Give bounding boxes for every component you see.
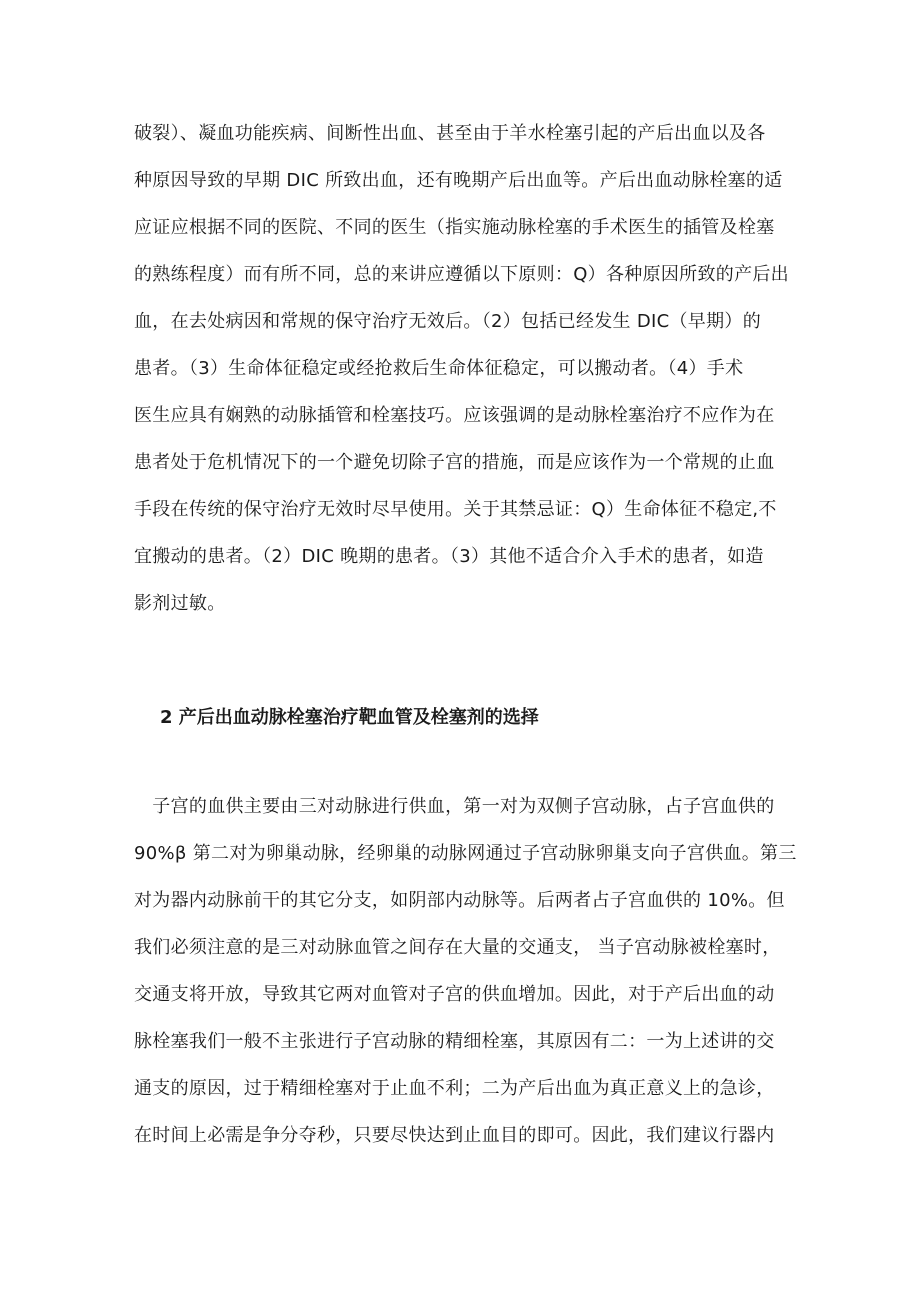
text-line: 子宫的血供主要由三对动脉进行供血，第一对为双侧子宫动脉，占子宫血供的 [134,796,775,817]
text-line: 患者。（3）生命体征稳定或经抢救后生命体征稳定，可以搬动者。（4）手术 [134,358,744,379]
text-line: 90%β 第二对为卵巢动脉，经卵巢的动脉网通过子宫动脉卵巢支向子宫供血。第三 [134,843,797,864]
paragraph-blood-supply [134,783,804,1159]
paragraph-indications [134,110,804,627]
text-line: 破裂）、凝血功能疾病、间断性出血、甚至由于羊水栓塞引起的产后出血以及各 [134,123,766,144]
text-line: 患者处于危机情况下的一个避免切除子宫的措施，而是应该作为一个常规的止血 [134,452,775,473]
text-line: 在时间上必需是争分夺秒，只要尽快达到止血目的即可。因此，我们建议行器内 [134,1125,775,1146]
text-line: 的熟练程度）而有所不同，总的来讲应遵循以下原则：Q）各种原因所致的产后出 [134,264,789,285]
text-line: 影剂过敏。 [134,593,226,614]
text-line: 应证应根据不同的医院、不同的医生（指实施动脉栓塞的手术医生的插管及栓塞 [134,217,775,238]
text-line: 对为器内动脉前干的其它分支，如阴部内动脉等。后两者占子宫血供的 10%。但 [134,890,785,911]
text-line: 我们必须注意的是三对动脉血管之间存在大量的交通支， 当子宫动脉被栓塞时， [134,937,781,958]
text-line: 交通支将开放，导致其它两对血管对子宫的供血增加。因此，对于产后出血的动 [134,984,775,1005]
text-line: 种原因导致的早期 DIC 所致出血，还有晚期产后出血等。产后出血动脉栓塞的适 [134,170,783,191]
text-line: 手段在传统的保守治疗无效时尽早使用。关于其禁忌证：Q）生命体征不稳定,不 [134,499,777,520]
text-line: 通支的原因，过于精细栓塞对于止血不利；二为产后出血为真正意义上的急诊， [134,1078,775,1099]
text-line: 脉栓塞我们一般不主张进行子宫动脉的精细栓塞，其原因有二：一为上述讲的交 [134,1031,775,1052]
text-line: 血，在去处病因和常规的保守治疗无效后。（2）包括已经发生 DIC（早期）的 [134,311,762,332]
section-heading: 2 产后出血动脉栓塞治疗靶血管及栓塞剂的选择 [160,707,539,728]
text-line: 宜搬动的患者。（2）DIC 晚期的患者。（3）其他不适合介入手术的患者，如造 [134,546,764,567]
text-line: 医生应具有娴熟的动脉插管和栓塞技巧。应该强调的是动脉栓塞治疗不应作为在 [134,405,775,426]
